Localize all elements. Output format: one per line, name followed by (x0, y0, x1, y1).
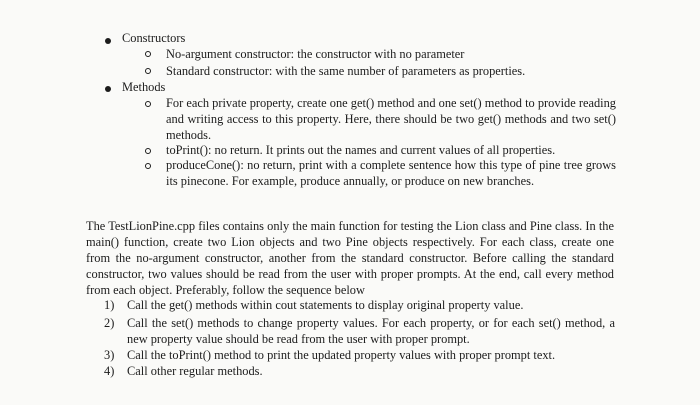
item-no-arg-constructor: No-argument constructor: the constructor with no parameter (166, 47, 465, 61)
bullet-methods (105, 86, 111, 92)
item-producecone: produceCone(): no return, print with a complete sentence how this type of pine tree grows its pinecone. For example, produce annually, or produce on new branches. (166, 158, 616, 188)
sub-bullet-standard (145, 68, 151, 74)
step-3-number: 3) (104, 348, 115, 362)
step-2-number: 2) (104, 316, 115, 330)
sub-bullet-toprint (145, 148, 151, 154)
heading-constructors: Constructors (122, 31, 186, 45)
step-1-text: Call the get() methods within cout statements to display original property value. (127, 298, 524, 312)
item-toprint: toPrint(): no return. It prints out the names and current values of all properties. (166, 143, 556, 157)
item-standard-constructor: Standard constructor: with the same number of parameters as properties. (166, 64, 526, 78)
step-2-text: Call the set() methods to change property values. For each property, or for each set() method, a new property value should be read from the user with proper prompt. (127, 316, 615, 346)
item-get-set-methods: For each private property, create one get() method and one set() method to provide reading and writing access to this property. Here, there should be two get() methods and two set() methods. (166, 96, 616, 142)
bullet-constructors (105, 38, 111, 44)
sub-bullet-producecone (145, 163, 151, 169)
sub-bullet-no-arg (145, 51, 151, 57)
sub-bullet-get-set (145, 101, 151, 107)
heading-methods: Methods (122, 80, 166, 94)
step-4-text: Call other regular methods. (127, 364, 263, 378)
step-4-number: 4) (104, 364, 115, 378)
step-3-text: Call the toPrint() method to print the updated property values with proper prompt text. (127, 348, 556, 362)
step-1-number: 1) (104, 298, 115, 312)
testlionpine-paragraph: The TestLionPine.cpp files contains only the main function for testing the Lion class and Pine class. In the main() function, create two Lion objects and two Pine objects respectively. For each class, create one from the no-argument constructor, another from the standard constructor. Before calling the standard constructor, two values should be read from the user with proper prompts. At the end, call every method from each object. Preferably, follow the sequence below (86, 219, 614, 297)
